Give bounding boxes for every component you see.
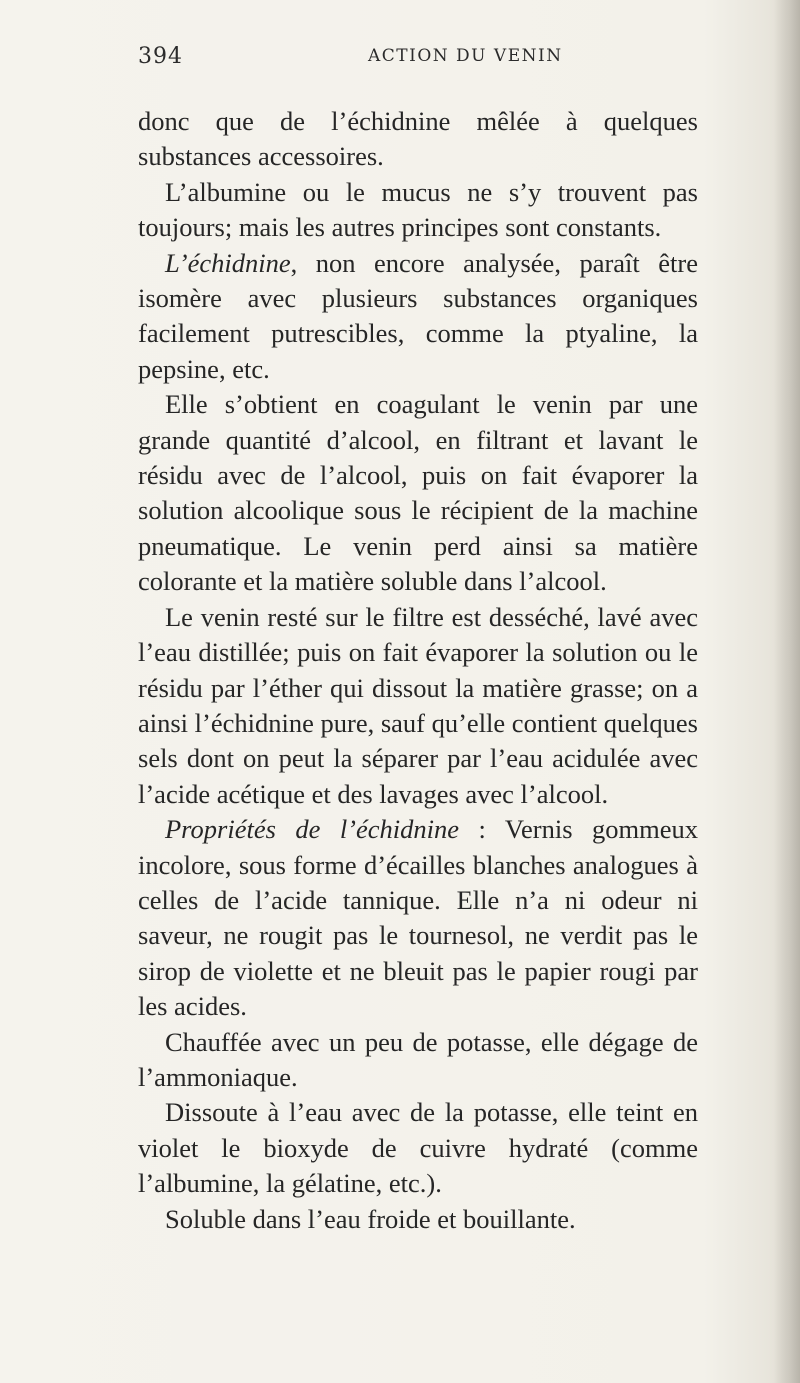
section-heading-proprietes: Propriétés de l’échidnine [165,814,460,845]
paragraph-6-text: : Vernis gommeux incolore, sous forme d’écailles blanches analogues à celles de l’acide tannique. Elle n’a ni odeur ni saveur, ne rougit pas le tournesol, ne verdit pas le sirop de violette et ne bleuit pas le papier rougi par les acides. [138,814,698,1022]
paragraph-5: Le venin resté sur le filtre est desséché, lavé avec l’eau distillée; puis on fait évaporer la solution ou le résidu par l’éther qui dissout la matière grasse; on a ainsi l’échidnine pure, sauf qu’elle contient quelques sels dont on peut la séparer par l’eau acidulée avec l’acide acétique et des lavages avec l’alcool. [138,601,698,809]
paragraph-8: Dissoute à l’eau avec de la potasse, elle teint en violet le bioxyde de cuivre hydraté (comme l’albumine, la gélatine, etc.). [138,1097,698,1199]
paragraph-1: donc que de l’échidnine mêlée à quelques substances accessoires. [138,106,698,172]
paragraph-3 [138,246,698,388]
body-text [138,104,698,1237]
term-echidnine: L’échidnine [165,247,291,278]
paragraph-2: L’albumine ou le mucus ne s’y trouvent pas toujours; mais les autres principes sont constants. [138,176,698,243]
paragraph-3-text: , non encore analysée, paraît être isomère avec plusieurs substances organiques facilement putrescibles, comme la ptyaline, la pepsine, etc. [138,247,698,384]
paragraph-9: Soluble dans l’eau froide et bouillante. [165,1203,576,1234]
page-number: 394 [138,44,183,69]
page-header [138,40,698,76]
paragraph-4: Elle s’obtient en coagulant le venin par une grande quantité d’alcool, en filtrant et lavant le résidu avec de l’alcool, puis on fait évaporer la solution alcoolique sous le récipient de la machine pneumatique. Le venin perd ainsi sa matière colorante et la matière soluble dans l’alcool. [138,389,698,597]
paragraph-6 [138,812,698,1024]
page-binding-shadow [774,0,800,1383]
paragraph-7: Chauffée avec un peu de potasse, elle dégage de l’ammoniaque. [138,1026,698,1092]
running-head: ACTION DU VENIN [368,46,563,66]
